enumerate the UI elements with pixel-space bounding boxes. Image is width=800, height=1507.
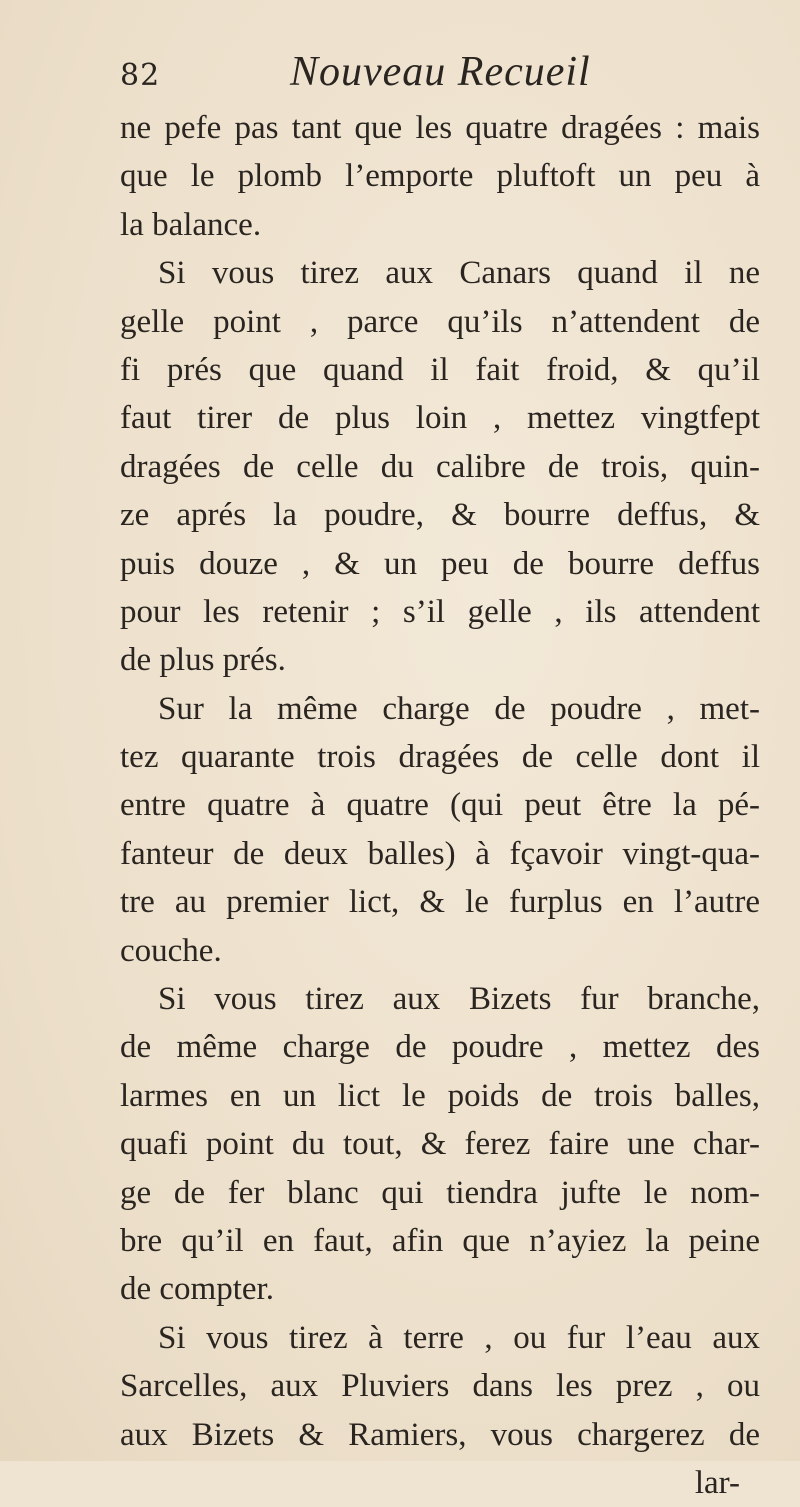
text-line: ge de fer blanc qui tiendra jufte le nom- [120, 1174, 760, 1211]
text-line: que le plomb l’emporte pluftoft un peu à [120, 158, 760, 195]
page-number: 82 [120, 58, 161, 93]
text-line: couche. [120, 932, 222, 969]
text-line: ze aprés la poudre, & bourre deffus, & [120, 497, 760, 534]
text-line: entre quatre à quatre (qui peut être la pé- [120, 787, 760, 824]
page-header [120, 40, 760, 100]
text-line: tez quarante trois dragées de celle dont il [120, 739, 760, 776]
text-line: lar- [694, 1464, 740, 1501]
text-line: Si vous tirez à terre , ou fur l’eau aux [158, 1319, 760, 1356]
text-line: la balance. [120, 206, 262, 243]
text-line: Sur la même charge de poudre , met- [158, 690, 760, 727]
text-line: Si vous tirez aux Canars quand il ne [158, 255, 760, 292]
text-line: pour les retenir ; s’il gelle , ils attendent [120, 593, 760, 630]
text-line: de même charge de poudre , mettez des [120, 1029, 760, 1066]
text-line: ne pefe pas tant que les quatre dragées : mais [120, 110, 760, 146]
text-line: fanteur de deux balles) à fçavoir vingt-qua- [120, 835, 760, 872]
text-line: dragées de celle du calibre de trois, quin- [120, 448, 760, 485]
text-line: de plus prés. [120, 642, 286, 679]
text-line: larmes en un lict le poids de trois balles, [120, 1077, 760, 1114]
text-line: tre au premier lict, & le furplus en l’autre [120, 884, 760, 921]
text-line: quafi point du tout, & ferez faire une char- [120, 1126, 760, 1163]
text-line: Sarcelles, aux Pluviers dans les prez , ou [120, 1368, 760, 1405]
text-line: de compter. [120, 1271, 274, 1308]
text-line: aux Bizets & Ramiers, vous chargerez de [120, 1416, 760, 1453]
body-text [120, 104, 760, 1507]
text-line: bre qu’il en faut, afin que n’ayiez la peine [120, 1222, 760, 1259]
text-line: Si vous tirez aux Bizets fur branche, [158, 981, 760, 1018]
running-title: Nouveau Recueil [290, 49, 591, 95]
text-line: puis douze , & un peu de bourre deffus [120, 545, 760, 582]
text-line: faut tirer de plus loin , mettez vingtfept [120, 400, 760, 437]
text-line: gelle point , parce qu’ils n’attendent de [120, 303, 760, 340]
text-line: fi prés que quand il fait froid, & qu’il [120, 351, 760, 388]
